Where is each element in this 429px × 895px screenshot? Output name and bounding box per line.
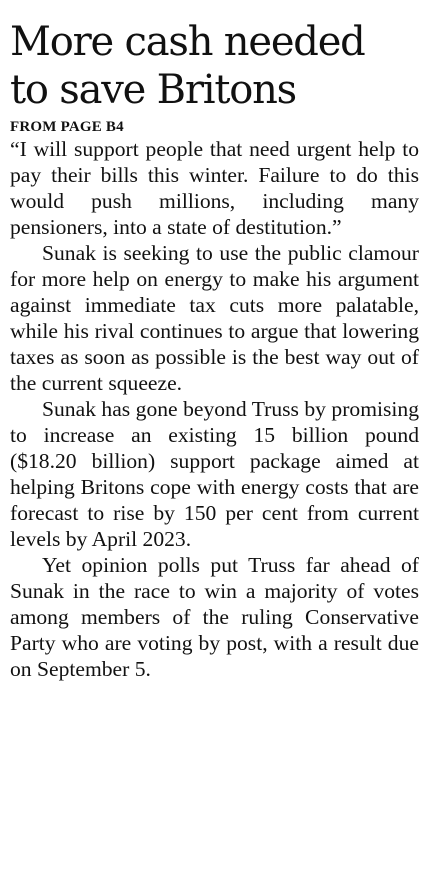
jump-label: FROM PAGE B4: [10, 119, 124, 135]
article-paragraph-1: “I will support people that need urgent help to pay their bills this winter. Failure to do this would push millions, including many pensioners, into a state of destitution.”: [10, 137, 419, 239]
article-paragraph-4: Yet opinion polls put Truss far ahead of Sunak in the race to win a majority of votes among members of the ruling Conservative Party who are voting by post, with a result due on September 5.: [10, 553, 419, 681]
article-paragraph-2: Sunak is seeking to use the public clamour for more help on energy to make his argument against immediate tax cuts more palatable, while his rival continues to argue that lowering taxes as soon as possible is the best way out of the current squeeze.: [10, 241, 419, 395]
headline: [10, 18, 419, 114]
headline-line-1: More cash needed: [10, 19, 365, 65]
article-paragraph-3: Sunak has gone beyond Truss by promising to increase an existing 15 billion pound ($18.20 billion) support package aimed at helping Britons cope with energy costs that are forecast to rise by 150 per cent from current levels by April 2023.: [10, 397, 419, 551]
headline-line-2: to save Britons: [10, 67, 296, 113]
